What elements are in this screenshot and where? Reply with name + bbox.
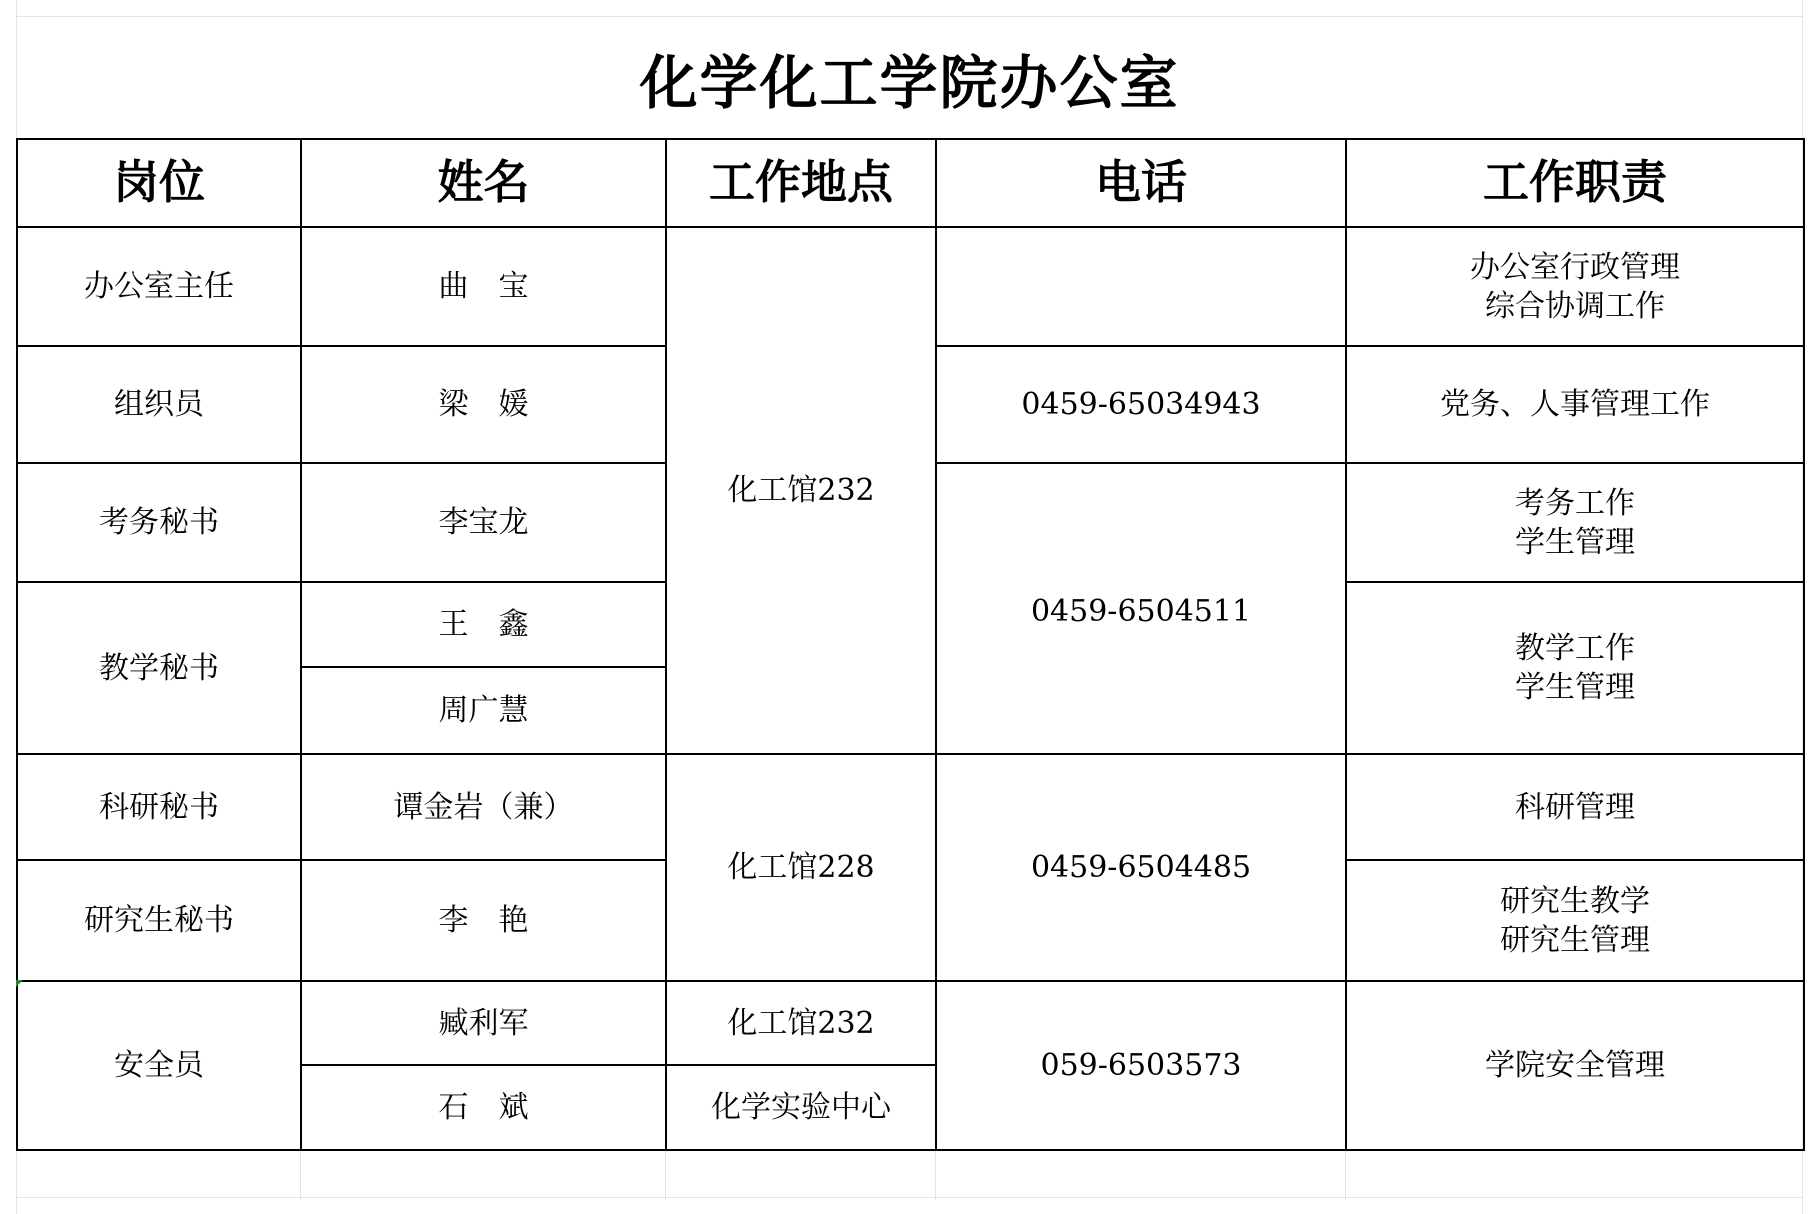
cell-post: 研究生秘书: [17, 860, 301, 981]
cell-name: 谭金岩（兼）: [301, 754, 666, 860]
cell-duty: [1346, 227, 1804, 346]
duty-line: 学院安全管理: [1485, 1048, 1665, 1083]
gridline: [16, 16, 1803, 17]
cell-phone: 0459-6504485: [936, 754, 1346, 981]
cell-location: 化工馆232: [666, 227, 936, 754]
header-post: 岗位: [17, 139, 301, 227]
gridline: [665, 1150, 666, 1200]
duty-line: 考务工作: [1515, 485, 1635, 521]
header-location: 工作地点: [666, 139, 936, 227]
gridline: [935, 1150, 936, 1200]
cell-name: 王 鑫: [301, 582, 666, 667]
gridline: [300, 1150, 301, 1200]
cell-duty: [1346, 754, 1804, 860]
cell-phone: [936, 227, 1346, 346]
cell-comment-indicator: [16, 980, 23, 987]
cell-phone: 0459-65034943: [936, 346, 1346, 463]
cell-post: 组织员: [17, 346, 301, 463]
cell-post: 科研秘书: [17, 754, 301, 860]
cell-duty: [1346, 582, 1804, 754]
duty-line: 研究生管理: [1500, 922, 1650, 958]
duty-line: 综合协调工作: [1485, 288, 1665, 324]
cell-name: 曲 宝: [301, 227, 666, 346]
gridline: [16, 1197, 1803, 1198]
cell-post: 办公室主任: [17, 227, 301, 346]
cell-name: 臧利军: [301, 981, 666, 1065]
header-row: [17, 139, 1804, 227]
duty-line: 党务、人事管理工作: [1440, 387, 1710, 422]
duty-line: 办公室行政管理: [1470, 249, 1680, 285]
cell-name: 李 艳: [301, 860, 666, 981]
header-name: 姓名: [301, 139, 666, 227]
cell-phone: 0459-6504511: [936, 463, 1346, 754]
cell-name: 梁 媛: [301, 346, 666, 463]
cell-post: 安全员: [17, 981, 301, 1150]
cell-duty: [1346, 860, 1804, 981]
table-row: [17, 981, 1804, 1065]
duty-line: 研究生教学: [1500, 883, 1650, 919]
cell-post: 考务秘书: [17, 463, 301, 582]
header-phone: 电话: [936, 139, 1346, 227]
cell-duty: [1346, 346, 1804, 463]
cell-location: 化工馆228: [666, 754, 936, 981]
table-row: [17, 227, 1804, 346]
header-duty: 工作职责: [1346, 139, 1804, 227]
cell-phone: 059-6503573: [936, 981, 1346, 1150]
cell-name: 石 斌: [301, 1065, 666, 1150]
cell-post: 教学秘书: [17, 582, 301, 754]
cell-duty: [1346, 463, 1804, 582]
cell-location: 化学实验中心: [666, 1065, 936, 1150]
duty-line: 学生管理: [1515, 670, 1635, 705]
staff-table: [16, 138, 1805, 1151]
duty-line: 学生管理: [1515, 524, 1635, 560]
cell-name: 周广慧: [301, 667, 666, 754]
page-title: 化学化工学院办公室: [639, 49, 1180, 117]
table-row: [17, 754, 1804, 860]
gridline: [1345, 1150, 1346, 1200]
cell-name: 李宝龙: [301, 463, 666, 582]
cell-location: 化工馆232: [666, 981, 936, 1065]
cell-duty: [1346, 981, 1804, 1150]
duty-line: 科研管理: [1515, 789, 1635, 825]
duty-line: 教学工作: [1515, 631, 1635, 666]
